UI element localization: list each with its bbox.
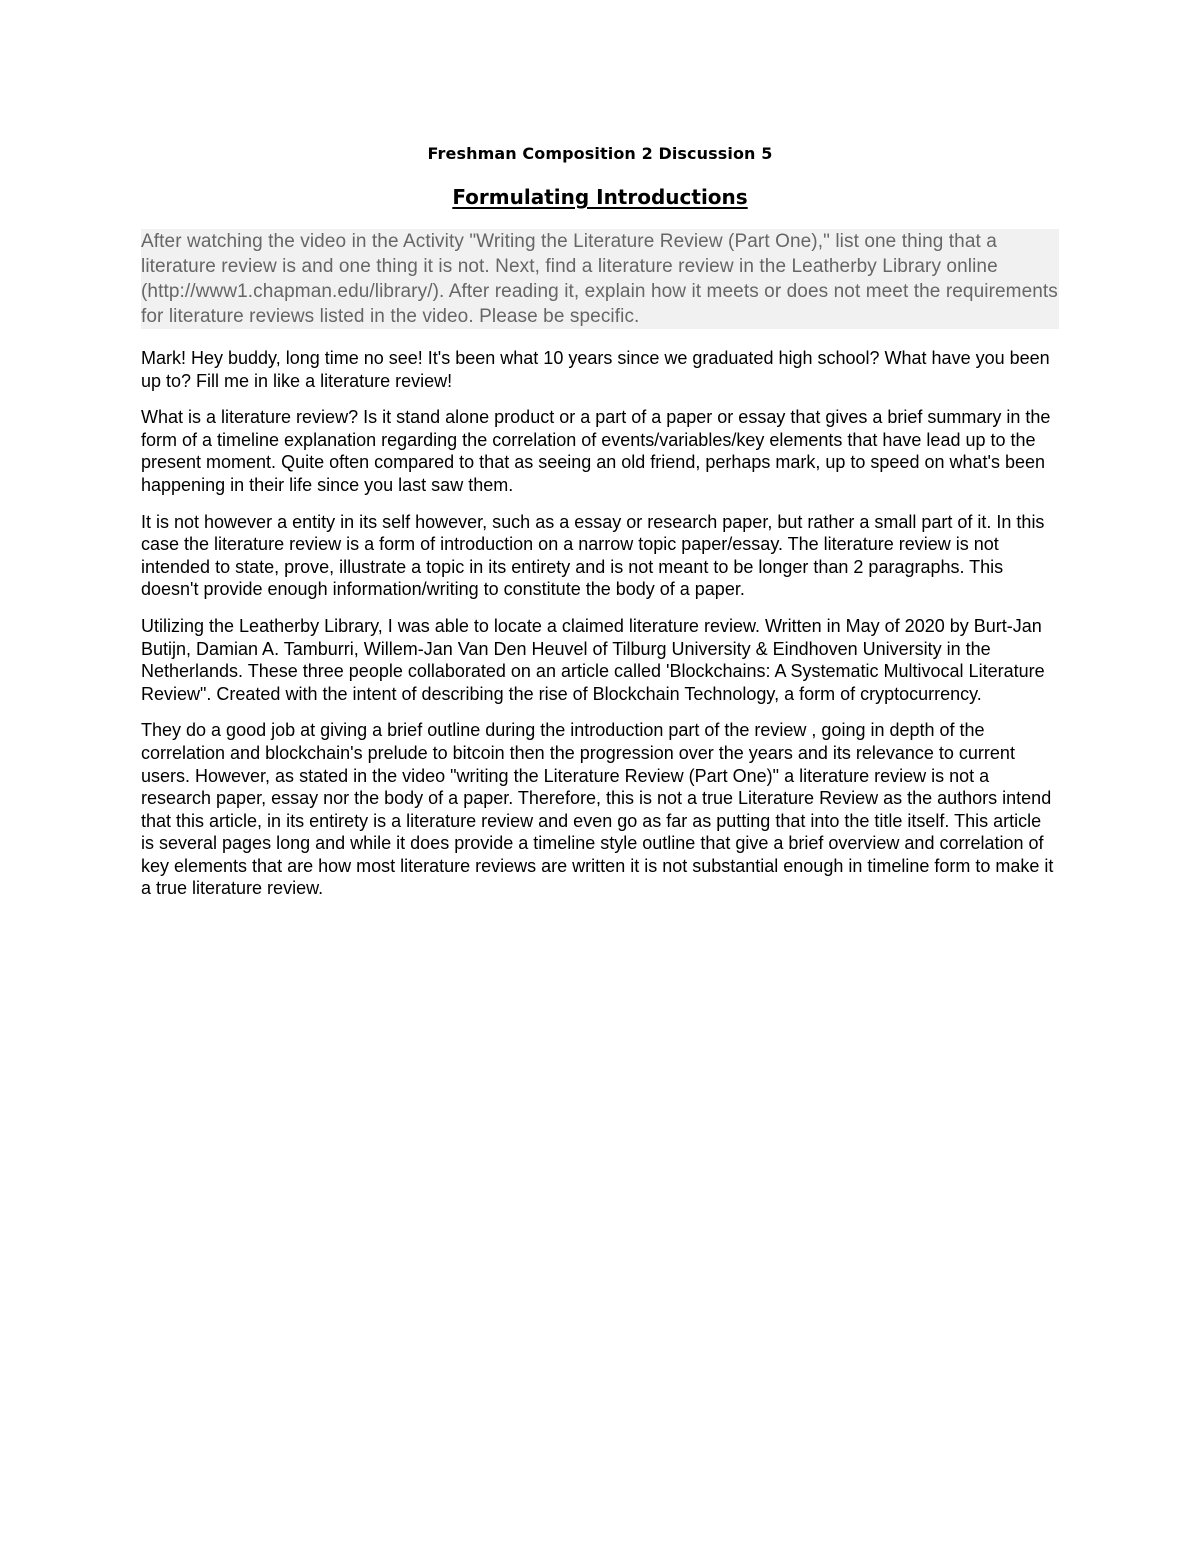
response-paragraph-greeting: Mark! Hey buddy, long time no see! It's been what 10 years since we graduated high school? What have you been up to? Fill me in like a literature review! xyxy=(141,348,1050,391)
response-paragraph-source: Utilizing the Leatherby Library, I was able to locate a claimed literature review. Written in May of 2020 by Burt-Jan Butijn, Damian A. Tamburri, Willem-Jan Van Den Heuvel of Tilburg University & Eindhoven University in the Netherlands. These three people collaborated on an article called 'Blockchains: A Systematic Multivocal Literature Review". Created with the intent of describing the rise of Blockchain Technology, a form of cryptocurrency. xyxy=(141,615,1045,704)
document-heading: Formulating Introductions xyxy=(452,185,748,209)
document-body xyxy=(141,140,1059,900)
response-paragraph-not: It is not however a entity in its self however, such as a essay or research paper, but rather a small part of it. In this case the literature review is a form of introduction on a narrow topic paper/essay. The literature review is not intended to state, prove, illustrate a topic in its entirety and is not meant to be longer than 2 paragraphs. This doesn't provide enough information/writing to constitute the body of a paper. xyxy=(141,511,1045,600)
response-paragraph-definition: What is a literature review? Is it stand alone product or a part of a paper or essay that gives a brief summary in the form of a timeline explanation regarding the correlation of events/variables/key elements that have lead up to the present moment. Quite often compared to that as seeing an old friend, perhaps mark, up to speed on what's been happening in their life since you last saw them. xyxy=(141,407,1051,495)
assignment-prompt: After watching the video in the Activity "Writing the Literature Review (Part One)," list one thing that a literature review is and one thing it is not. Next, find a literature review in the Leatherby Library online (http://www1.chapman.edu/library/). After reading it, explain how it meets or does not meet the requirements for literature reviews listed in the video. Please be specific. xyxy=(141,231,1058,327)
response-paragraph-evaluation: They do a good job at giving a brief outline during the introduction part of the review , going in depth of the correlation and blockchain's prelude to bitcoin then the progression over the years and its relevance to current users. However, as stated in the video "writing the Literature Review (Part One)" a literature review is not a research paper, essay nor the body of a paper. Therefore, this is not a true Literature Review as the authors intend that this article, in its entirety is a literature review and even go as far as putting that into the title itself. This article is several pages long and while it does provide a timeline style outline that give a brief overview and correlation of key elements that are how most literature reviews are written it is not substantial enough in timeline form to make it a true literature review. xyxy=(141,720,1054,899)
course-title: Freshman Composition 2 Discussion 5 xyxy=(427,144,773,163)
